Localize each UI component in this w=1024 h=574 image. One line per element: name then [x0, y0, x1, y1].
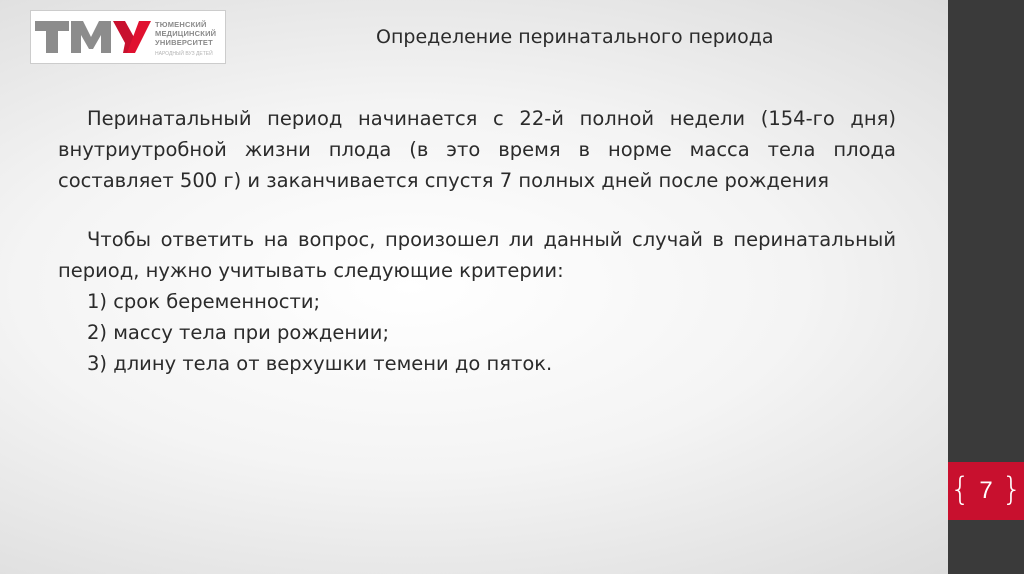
left-brace-icon: {	[949, 470, 971, 508]
logo-line-3: УНИВЕРСИТЕТ	[155, 38, 213, 47]
logo-wordmark	[155, 20, 216, 47]
logo-line-1: ТЮМЕНСКИЙ	[155, 20, 207, 29]
logo-line-2: МЕДИЦИНСКИЙ	[155, 29, 217, 38]
criterion-item: 2) массу тела при рождении;	[87, 321, 390, 344]
slide-title: Определение перинатального периода	[376, 26, 774, 48]
logo-tagline: НАРОДНЫЙ ВУЗ ДЕТЕЙ	[155, 51, 213, 57]
university-logo	[30, 10, 226, 64]
paragraph-definition: Перинатальный период начинается с 22-й полной недели (154-го дня) внутриутробной жизни плода (в это время в норме масса тела плода составляет 500 г) и заканчивается спустя 7 полных дней после рождения	[58, 107, 896, 192]
page-number: 7	[979, 477, 993, 504]
criterion-item: 1) срок беременности;	[87, 290, 321, 313]
criterion-item: 3) длину тела от верхушки темени до пяток.	[87, 352, 553, 375]
tmu-logo-mark-icon	[35, 17, 153, 57]
slide-body	[58, 103, 896, 379]
right-brace-icon: }	[1001, 470, 1023, 508]
paragraph-criteria-intro: Чтобы ответить на вопрос, произошел ли данный случай в перинатальный период, нужно учитывать следующие критерии:	[58, 228, 896, 282]
page-number-badge	[948, 462, 1024, 520]
